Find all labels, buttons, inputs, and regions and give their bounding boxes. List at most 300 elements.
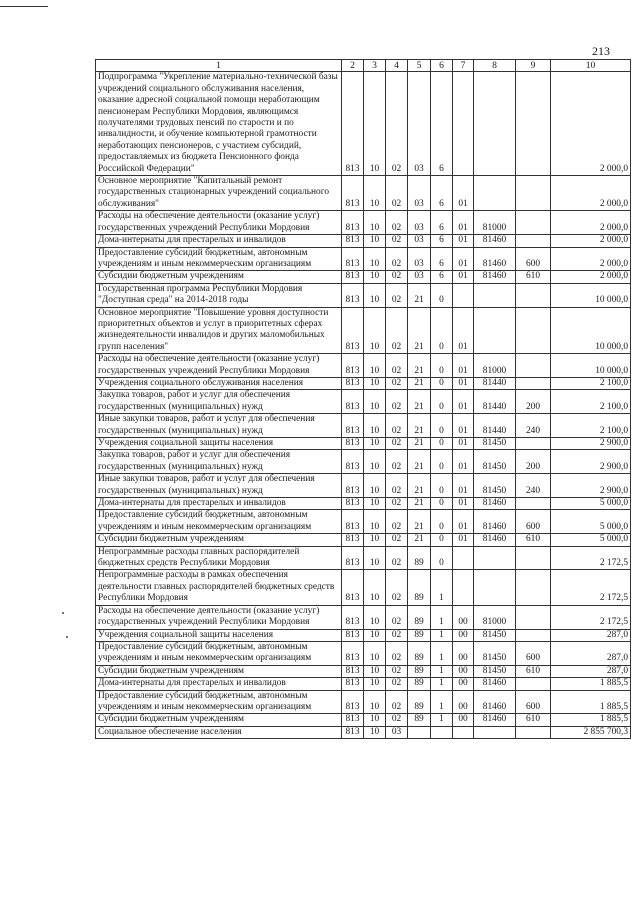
section-code-cell: 10: [364, 247, 386, 271]
program-code-cell: 89: [408, 690, 431, 714]
row-name: Расходы на обеспечение деятельности (оказание услуг) государственных учреждений Республики Мордовия: [96, 211, 342, 235]
amount-cell: 2 100,0: [551, 414, 631, 438]
row-name: Расходы на обеспечение деятельности (оказание услуг) государственных учреждений Республики Мордовия: [96, 605, 342, 629]
row-name: Непрограммные расходы главных распорядителей бюджетных средств Республики Мордовия: [96, 546, 342, 570]
column-header: 5: [408, 60, 431, 72]
subsection-code-cell: 02: [386, 534, 408, 546]
program-code-cell: 21: [408, 474, 431, 498]
program-code-cell: 03: [408, 72, 431, 176]
ministry-code-cell: 813: [342, 605, 364, 629]
amount-cell: 2 900,0: [551, 438, 631, 450]
activity-code-cell: 01: [453, 176, 474, 211]
amount-cell: 2 100,0: [551, 390, 631, 414]
ministry-code-cell: 813: [342, 665, 364, 677]
row-name: Основное мероприятие "Повышение уровня доступности приоритетных объектов и услуг в приоритетных сферах жизнедеятельности инвалидов и других маломобильных групп населения": [96, 307, 342, 354]
expense-type-code-cell: [516, 235, 551, 247]
section-code-cell: 10: [364, 641, 386, 665]
table-row: [96, 714, 631, 726]
subsection-code-cell: 02: [386, 377, 408, 389]
table-row: [96, 271, 631, 283]
table-row: [96, 307, 631, 354]
subprogram-code-cell: 0: [431, 414, 453, 438]
amount-cell: 5 000,0: [551, 498, 631, 510]
subsection-code-cell: 02: [386, 390, 408, 414]
scan-dot: [66, 636, 68, 638]
ministry-code-cell: 813: [342, 629, 364, 641]
ministry-code-cell: 813: [342, 354, 364, 378]
ministry-code-cell: 813: [342, 474, 364, 498]
row-name: Учреждения социальной защиты населения: [96, 629, 342, 641]
subprogram-code-cell: 0: [431, 534, 453, 546]
expense-type-code-cell: [516, 211, 551, 235]
expense-type-code-cell: 610: [516, 665, 551, 677]
section-code-cell: 10: [364, 474, 386, 498]
program-code-cell: 03: [408, 247, 431, 271]
row-name: Дома-интернаты для престарелых и инвалидов: [96, 498, 342, 510]
direction-code-cell: 81460: [474, 714, 516, 726]
subprogram-code-cell: 1: [431, 665, 453, 677]
subprogram-code-cell: 1: [431, 629, 453, 641]
table-row: [96, 534, 631, 546]
ministry-code-cell: 813: [342, 690, 364, 714]
subsection-code-cell: 02: [386, 354, 408, 378]
program-code-cell: 03: [408, 211, 431, 235]
direction-code-cell: [474, 570, 516, 605]
table-row: [96, 377, 631, 389]
section-code-cell: 10: [364, 271, 386, 283]
subsection-code-cell: 02: [386, 271, 408, 283]
activity-code-cell: 00: [453, 629, 474, 641]
program-code-cell: 21: [408, 438, 431, 450]
activity-code-cell: 01: [453, 377, 474, 389]
section-code-cell: 10: [364, 714, 386, 726]
section-code-cell: 10: [364, 72, 386, 176]
table-row: [96, 450, 631, 474]
table-row: [96, 390, 631, 414]
subsection-code-cell: 02: [386, 690, 408, 714]
expense-type-code-cell: [516, 176, 551, 211]
subprogram-code-cell: 0: [431, 546, 453, 570]
expense-type-code-cell: 600: [516, 690, 551, 714]
subsection-code-cell: 02: [386, 247, 408, 271]
table-row: [96, 690, 631, 714]
expense-type-code-cell: 240: [516, 474, 551, 498]
table-row: [96, 354, 631, 378]
direction-code-cell: 81450: [474, 641, 516, 665]
section-code-cell: 10: [364, 690, 386, 714]
column-header: 10: [551, 60, 631, 72]
direction-code-cell: 81460: [474, 510, 516, 534]
direction-code-cell: 81460: [474, 271, 516, 283]
row-name: Закупка товаров, работ и услуг для обеспечения государственных (муниципальных) нужд: [96, 450, 342, 474]
program-code-cell: 21: [408, 534, 431, 546]
subsection-code-cell: 02: [386, 235, 408, 247]
direction-code-cell: [474, 726, 516, 738]
expense-type-code-cell: 610: [516, 714, 551, 726]
section-code-cell: 10: [364, 570, 386, 605]
section-code-cell: 10: [364, 390, 386, 414]
subsection-code-cell: 02: [386, 678, 408, 690]
activity-code-cell: [453, 726, 474, 738]
subprogram-code-cell: 6: [431, 247, 453, 271]
section-code-cell: 10: [364, 176, 386, 211]
direction-code-cell: 81450: [474, 665, 516, 677]
section-code-cell: 10: [364, 235, 386, 247]
table-row: [96, 211, 631, 235]
direction-code-cell: 81460: [474, 534, 516, 546]
amount-cell: 2 000,0: [551, 271, 631, 283]
direction-code-cell: [474, 72, 516, 176]
activity-code-cell: 00: [453, 690, 474, 714]
program-code-cell: 89: [408, 714, 431, 726]
subsection-code-cell: 03: [386, 726, 408, 738]
amount-cell: 2 000,0: [551, 176, 631, 211]
amount-cell: 2 172,5: [551, 546, 631, 570]
amount-cell: 2 172,5: [551, 570, 631, 605]
expense-type-code-cell: [516, 498, 551, 510]
subsection-code-cell: 02: [386, 510, 408, 534]
column-header: 6: [431, 60, 453, 72]
row-name: Подпрограмма "Укрепление материально-технической базы учреждений социального обслуживания населения, оказание адресной социальной помощи неработающим пенсионерам Республики Мордовия, являющимся получателями трудовых пенсий по старости и по инвалидности, и обучение компьютерной грамотности неработающих пенсионеров, с участием субсидий, предоставляемых из бюджета Пенсионного фонда Российской Федерации": [96, 72, 342, 176]
row-name: Непрограммные расходы в рамках обеспечения деятельности главных распорядителей бюджетных средств Республики Мордовия: [96, 570, 342, 605]
direction-code-cell: 81460: [474, 690, 516, 714]
amount-cell: 2 900,0: [551, 450, 631, 474]
expense-type-code-cell: 600: [516, 510, 551, 534]
direction-code-cell: 81450: [474, 474, 516, 498]
section-code-cell: 10: [364, 354, 386, 378]
program-code-cell: 21: [408, 498, 431, 510]
activity-code-cell: 00: [453, 714, 474, 726]
row-name: Предоставление субсидий бюджетным, автономным учреждениям и иным некоммерческим организациям: [96, 690, 342, 714]
ministry-code-cell: 813: [342, 390, 364, 414]
column-header: 1: [96, 60, 342, 72]
row-name: Иные закупки товаров, работ и услуг для обеспечения государственных (муниципальных) нужд: [96, 414, 342, 438]
section-code-cell: 10: [364, 498, 386, 510]
subprogram-code-cell: 1: [431, 641, 453, 665]
activity-code-cell: 01: [453, 354, 474, 378]
row-name: Субсидии бюджетным учреждениям: [96, 534, 342, 546]
activity-code-cell: 00: [453, 641, 474, 665]
direction-code-cell: 81440: [474, 377, 516, 389]
expense-type-code-cell: [516, 438, 551, 450]
amount-cell: 287,0: [551, 629, 631, 641]
subprogram-code-cell: 0: [431, 354, 453, 378]
direction-code-cell: 81450: [474, 438, 516, 450]
activity-code-cell: 00: [453, 678, 474, 690]
top-rule: [0, 6, 48, 7]
subsection-code-cell: 02: [386, 307, 408, 354]
activity-code-cell: 00: [453, 605, 474, 629]
section-code-cell: 10: [364, 438, 386, 450]
program-code-cell: 21: [408, 390, 431, 414]
header-row: [96, 60, 631, 72]
expense-type-code-cell: [516, 546, 551, 570]
subsection-code-cell: 02: [386, 714, 408, 726]
program-code-cell: 21: [408, 450, 431, 474]
ministry-code-cell: 813: [342, 414, 364, 438]
amount-cell: 2 900,0: [551, 474, 631, 498]
subsection-code-cell: 02: [386, 641, 408, 665]
row-name: Предоставление субсидий бюджетным, автономным учреждениям и иным некоммерческим организациям: [96, 247, 342, 271]
subprogram-code-cell: 1: [431, 690, 453, 714]
table-row: [96, 629, 631, 641]
expense-type-code-cell: [516, 605, 551, 629]
table-row: [96, 678, 631, 690]
subprogram-code-cell: 1: [431, 570, 453, 605]
program-code-cell: 21: [408, 377, 431, 389]
subprogram-code-cell: 1: [431, 714, 453, 726]
subprogram-code-cell: 0: [431, 377, 453, 389]
row-name: Государственная программа Республики Мордовия "Доступная среда" на 2014-2018 годы: [96, 283, 342, 307]
row-name: Учреждения социальной защиты населения: [96, 438, 342, 450]
row-name: Социальное обеспечение населения: [96, 726, 342, 738]
amount-cell: 5 000,0: [551, 510, 631, 534]
row-name: Учреждения социального обслуживания населения: [96, 377, 342, 389]
subsection-code-cell: 02: [386, 605, 408, 629]
program-code-cell: 89: [408, 605, 431, 629]
program-code-cell: 21: [408, 283, 431, 307]
activity-code-cell: 01: [453, 438, 474, 450]
subsection-code-cell: 02: [386, 414, 408, 438]
program-code-cell: 21: [408, 414, 431, 438]
direction-code-cell: [474, 283, 516, 307]
subsection-code-cell: 02: [386, 176, 408, 211]
expense-type-code-cell: 200: [516, 450, 551, 474]
expense-type-code-cell: 610: [516, 534, 551, 546]
expense-type-code-cell: 600: [516, 247, 551, 271]
subprogram-code-cell: 0: [431, 438, 453, 450]
expense-type-code-cell: [516, 72, 551, 176]
row-name: Субсидии бюджетным учреждениям: [96, 665, 342, 677]
subsection-code-cell: 02: [386, 72, 408, 176]
expense-type-code-cell: [516, 283, 551, 307]
ministry-code-cell: 813: [342, 714, 364, 726]
ministry-code-cell: 813: [342, 235, 364, 247]
subsection-code-cell: 02: [386, 629, 408, 641]
direction-code-cell: 81460: [474, 498, 516, 510]
program-code-cell: 89: [408, 665, 431, 677]
amount-cell: 287,0: [551, 641, 631, 665]
activity-code-cell: [453, 72, 474, 176]
table-row: [96, 235, 631, 247]
table-row: [96, 247, 631, 271]
amount-cell: 5 000,0: [551, 534, 631, 546]
column-header: 4: [386, 60, 408, 72]
expense-type-code-cell: [516, 354, 551, 378]
subsection-code-cell: 02: [386, 498, 408, 510]
amount-cell: 1 885,5: [551, 714, 631, 726]
table-row: [96, 570, 631, 605]
direction-code-cell: 81000: [474, 354, 516, 378]
amount-cell: 10 000,0: [551, 283, 631, 307]
ministry-code-cell: 813: [342, 176, 364, 211]
program-code-cell: 89: [408, 678, 431, 690]
section-code-cell: 10: [364, 211, 386, 235]
direction-code-cell: 81000: [474, 211, 516, 235]
amount-cell: 2 172,5: [551, 605, 631, 629]
direction-code-cell: 81460: [474, 678, 516, 690]
program-code-cell: 89: [408, 570, 431, 605]
table-row: [96, 726, 631, 738]
ministry-code-cell: 813: [342, 510, 364, 534]
section-code-cell: 10: [364, 605, 386, 629]
column-header: 8: [474, 60, 516, 72]
row-name: Субсидии бюджетным учреждениям: [96, 271, 342, 283]
subsection-code-cell: 02: [386, 570, 408, 605]
expense-type-code-cell: [516, 377, 551, 389]
budget-table: [95, 59, 631, 739]
subsection-code-cell: 02: [386, 438, 408, 450]
section-code-cell: 10: [364, 510, 386, 534]
subprogram-code-cell: 1: [431, 678, 453, 690]
activity-code-cell: 01: [453, 390, 474, 414]
subsection-code-cell: 02: [386, 474, 408, 498]
row-name: Предоставление субсидий бюджетным, автономным учреждениям и иным некоммерческим организациям: [96, 641, 342, 665]
row-name: Субсидии бюджетным учреждениям: [96, 714, 342, 726]
subprogram-code-cell: 1: [431, 605, 453, 629]
direction-code-cell: 81000: [474, 605, 516, 629]
row-name: Расходы на обеспечение деятельности (оказание услуг) государственных учреждений Республики Мордовия: [96, 354, 342, 378]
ministry-code-cell: 813: [342, 641, 364, 665]
ministry-code-cell: 813: [342, 72, 364, 176]
column-header: 9: [516, 60, 551, 72]
amount-cell: 2 000,0: [551, 235, 631, 247]
activity-code-cell: 01: [453, 211, 474, 235]
row-name: Дома-интернаты для престарелых и инвалидов: [96, 235, 342, 247]
subprogram-code-cell: 0: [431, 474, 453, 498]
table-row: [96, 72, 631, 176]
row-name: Предоставление субсидий бюджетным, автономным учреждениям и иным некоммерческим организациям: [96, 510, 342, 534]
program-code-cell: [408, 726, 431, 738]
expense-type-code-cell: [516, 629, 551, 641]
subprogram-code-cell: [431, 726, 453, 738]
section-code-cell: 10: [364, 629, 386, 641]
subsection-code-cell: 02: [386, 211, 408, 235]
amount-cell: 10 000,0: [551, 307, 631, 354]
subsection-code-cell: 02: [386, 450, 408, 474]
activity-code-cell: 01: [453, 450, 474, 474]
program-code-cell: 03: [408, 235, 431, 247]
subprogram-code-cell: 6: [431, 72, 453, 176]
table-row: [96, 474, 631, 498]
amount-cell: 10 000,0: [551, 354, 631, 378]
section-code-cell: 10: [364, 534, 386, 546]
ministry-code-cell: 813: [342, 283, 364, 307]
ministry-code-cell: 813: [342, 546, 364, 570]
activity-code-cell: 01: [453, 271, 474, 283]
expense-type-code-cell: [516, 570, 551, 605]
activity-code-cell: 01: [453, 510, 474, 534]
amount-cell: 2 000,0: [551, 211, 631, 235]
ministry-code-cell: 813: [342, 247, 364, 271]
ministry-code-cell: 813: [342, 450, 364, 474]
amount-cell: 2 000,0: [551, 247, 631, 271]
expense-type-code-cell: 200: [516, 390, 551, 414]
subprogram-code-cell: 0: [431, 498, 453, 510]
row-name: Закупка товаров, работ и услуг для обеспечения государственных (муниципальных) нужд: [96, 390, 342, 414]
direction-code-cell: 81440: [474, 414, 516, 438]
activity-code-cell: [453, 570, 474, 605]
direction-code-cell: 81460: [474, 235, 516, 247]
direction-code-cell: 81450: [474, 629, 516, 641]
activity-code-cell: [453, 546, 474, 570]
table-row: [96, 414, 631, 438]
column-header: 2: [342, 60, 364, 72]
section-code-cell: 10: [364, 450, 386, 474]
subprogram-code-cell: 0: [431, 307, 453, 354]
section-code-cell: 10: [364, 414, 386, 438]
amount-cell: 2 100,0: [551, 377, 631, 389]
direction-code-cell: [474, 176, 516, 211]
direction-code-cell: 81450: [474, 450, 516, 474]
activity-code-cell: 01: [453, 474, 474, 498]
section-code-cell: 10: [364, 307, 386, 354]
activity-code-cell: 01: [453, 235, 474, 247]
activity-code-cell: 01: [453, 498, 474, 510]
ministry-code-cell: 813: [342, 438, 364, 450]
program-code-cell: 03: [408, 176, 431, 211]
direction-code-cell: 81440: [474, 390, 516, 414]
expense-type-code-cell: 600: [516, 641, 551, 665]
section-code-cell: 10: [364, 665, 386, 677]
direction-code-cell: 81460: [474, 247, 516, 271]
subprogram-code-cell: 0: [431, 450, 453, 474]
subprogram-code-cell: 6: [431, 235, 453, 247]
amount-cell: 2 855 700,3: [551, 726, 631, 738]
table-row: [96, 176, 631, 211]
ministry-code-cell: 813: [342, 211, 364, 235]
column-header: 3: [364, 60, 386, 72]
table-row: [96, 641, 631, 665]
program-code-cell: 89: [408, 629, 431, 641]
scan-dot: [62, 612, 64, 614]
section-code-cell: 10: [364, 726, 386, 738]
row-name: Дома-интернаты для престарелых и инвалидов: [96, 678, 342, 690]
row-name: Основное мероприятие "Капитальный ремонт государственных стационарных учреждений социального обслуживания": [96, 176, 342, 211]
program-code-cell: 21: [408, 510, 431, 534]
activity-code-cell: 00: [453, 665, 474, 677]
ministry-code-cell: 813: [342, 534, 364, 546]
column-header: 7: [453, 60, 474, 72]
subsection-code-cell: 02: [386, 665, 408, 677]
table-row: [96, 510, 631, 534]
expense-type-code-cell: 610: [516, 271, 551, 283]
section-code-cell: 10: [364, 283, 386, 307]
subprogram-code-cell: 0: [431, 283, 453, 307]
direction-code-cell: [474, 307, 516, 354]
subsection-code-cell: 02: [386, 546, 408, 570]
amount-cell: 287,0: [551, 665, 631, 677]
subprogram-code-cell: 0: [431, 510, 453, 534]
ministry-code-cell: 813: [342, 307, 364, 354]
ministry-code-cell: 813: [342, 377, 364, 389]
activity-code-cell: 01: [453, 534, 474, 546]
subprogram-code-cell: 6: [431, 176, 453, 211]
table-row: [96, 605, 631, 629]
section-code-cell: 10: [364, 546, 386, 570]
subprogram-code-cell: 6: [431, 271, 453, 283]
program-code-cell: 21: [408, 307, 431, 354]
table-row: [96, 665, 631, 677]
ministry-code-cell: 813: [342, 726, 364, 738]
activity-code-cell: 01: [453, 414, 474, 438]
expense-type-code-cell: 240: [516, 414, 551, 438]
section-code-cell: 10: [364, 377, 386, 389]
table-row: [96, 498, 631, 510]
program-code-cell: 03: [408, 271, 431, 283]
expense-type-code-cell: [516, 678, 551, 690]
program-code-cell: 21: [408, 354, 431, 378]
